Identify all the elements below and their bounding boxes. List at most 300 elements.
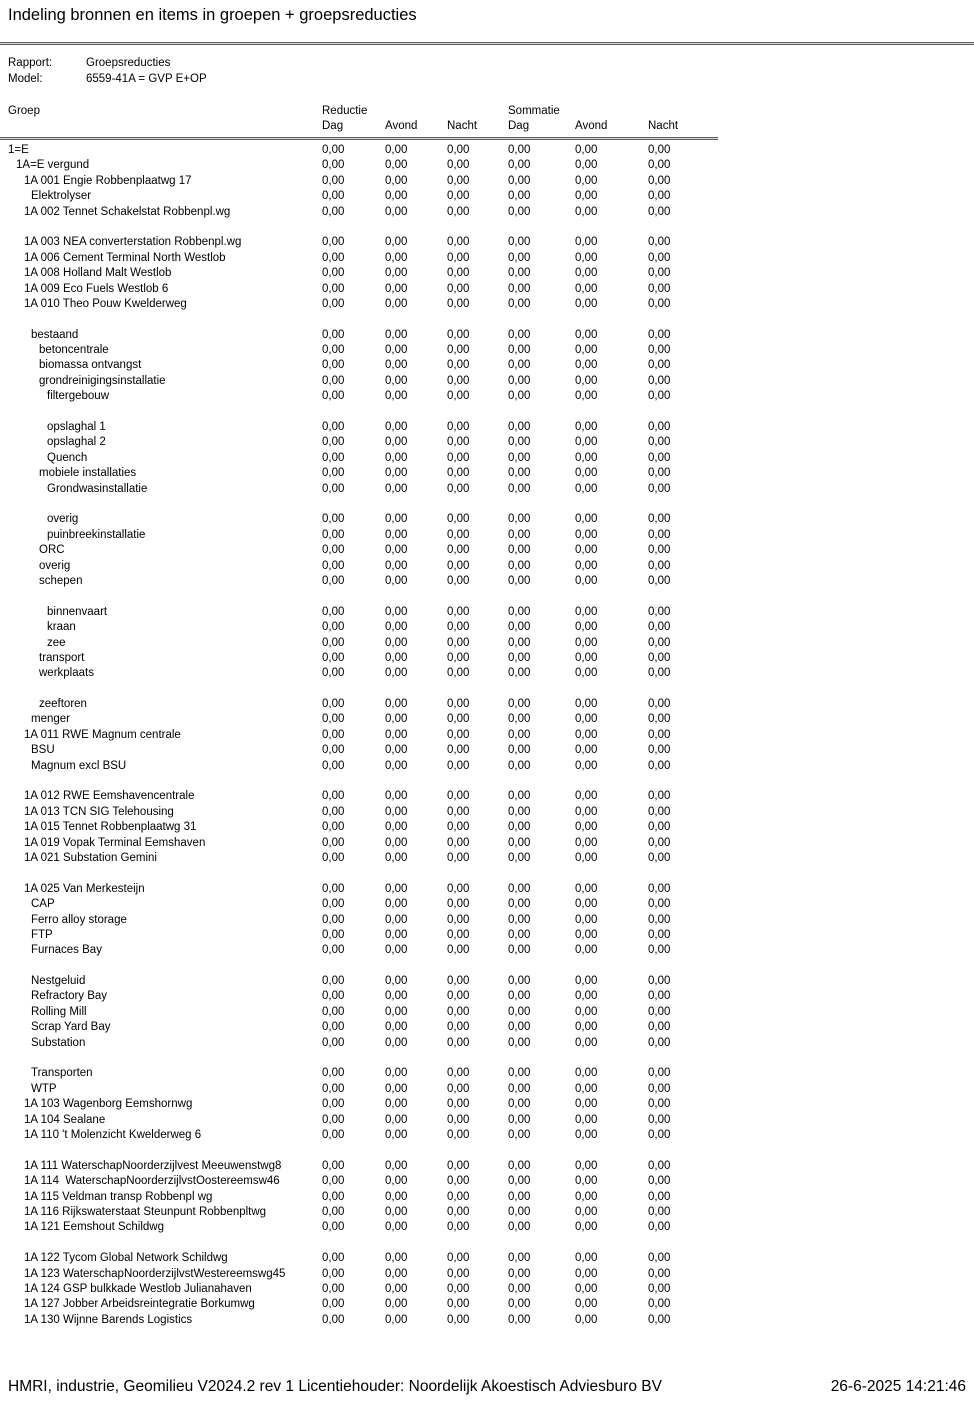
value-cell: 0,00	[508, 728, 531, 741]
value-cell: 0,00	[648, 267, 671, 280]
table-row	[0, 143, 974, 158]
table-row	[0, 174, 974, 189]
spacer-row	[0, 312, 974, 327]
group-label: overig	[47, 513, 79, 526]
value-cell: 0,00	[385, 821, 408, 834]
value-cell: 0,00	[385, 1313, 408, 1326]
group-label: 1=E	[8, 144, 29, 156]
value-cell: 0,00	[322, 667, 345, 680]
value-cell: 0,00	[447, 1021, 470, 1034]
value-cell: 0,00	[508, 467, 531, 480]
table-row	[0, 451, 974, 466]
value-cell: 0,00	[648, 1098, 671, 1111]
value-cell: 0,00	[508, 790, 531, 803]
table-row	[0, 943, 974, 958]
value-cell: 0,00	[447, 1067, 470, 1080]
value-cell: 0,00	[508, 713, 531, 726]
value-cell: 0,00	[385, 159, 408, 172]
group-label: 1A 111 WaterschapNoorderzijlvest Meeuwenstwg8	[24, 1159, 282, 1172]
value-cell: 0,00	[648, 990, 671, 1003]
value-cell: 0,00	[508, 1190, 531, 1203]
group-label: 1A 124 GSP bulkkade Westlob Julianahaven	[24, 1282, 252, 1295]
value-cell: 0,00	[575, 359, 598, 372]
report-meta	[8, 56, 207, 87]
value-cell: 0,00	[447, 1282, 470, 1295]
value-cell: 0,00	[648, 513, 671, 526]
table-row	[0, 620, 974, 635]
value-cell: 0,00	[575, 728, 598, 741]
value-cell: 0,00	[575, 1221, 598, 1234]
table-row	[0, 666, 974, 681]
value-cell: 0,00	[385, 1221, 408, 1234]
group-label: transport	[39, 651, 85, 664]
value-cell: 0,00	[447, 728, 470, 741]
spacer-row	[0, 774, 974, 789]
value-cell: 0,00	[648, 1190, 671, 1203]
table-row	[0, 1174, 974, 1189]
table-row	[0, 974, 974, 989]
value-cell: 0,00	[648, 1129, 671, 1141]
table-row	[0, 1313, 974, 1328]
value-cell: 0,00	[508, 1021, 531, 1034]
rapport-value: Groepsreducties	[86, 57, 171, 69]
table-row	[0, 358, 974, 373]
value-cell: 0,00	[385, 190, 408, 203]
value-cell: 0,00	[575, 667, 598, 680]
value-cell: 0,00	[385, 1267, 408, 1280]
value-cell: 0,00	[447, 1175, 470, 1188]
value-cell: 0,00	[385, 1175, 408, 1188]
value-cell: 0,00	[447, 836, 470, 849]
value-cell: 0,00	[508, 636, 531, 649]
table-row	[0, 836, 974, 851]
group-label: opslaghal 1	[47, 421, 106, 434]
value-cell: 0,00	[447, 344, 470, 357]
column-header-reductie-dag: Dag	[322, 120, 344, 133]
value-cell: 0,00	[322, 805, 345, 818]
group-label: puinbreekinstallatie	[47, 528, 146, 541]
value-cell: 0,00	[648, 1036, 671, 1049]
group-label: FTP	[31, 928, 53, 941]
value-cell: 0,00	[322, 174, 345, 187]
value-cell: 0,00	[648, 559, 671, 572]
table-row	[0, 851, 974, 866]
group-label: 1A 122 Tycom Global Network Schildwg	[24, 1252, 228, 1265]
value-cell: 0,00	[648, 482, 671, 495]
value-cell: 0,00	[508, 251, 531, 264]
table-row	[0, 282, 974, 297]
value-cell: 0,00	[575, 882, 598, 895]
value-cell: 0,00	[385, 574, 408, 587]
value-cell: 0,00	[447, 421, 470, 434]
value-cell: 0,00	[508, 928, 531, 941]
spacer-row	[0, 497, 974, 512]
table-row	[0, 882, 974, 897]
value-cell: 0,00	[447, 1252, 470, 1265]
spacer-row	[0, 1051, 974, 1066]
value-cell: 0,00	[447, 174, 470, 187]
group-label: grondreinigingsinstallatie	[39, 374, 166, 387]
value-cell: 0,00	[508, 805, 531, 818]
value-cell: 0,00	[508, 1282, 531, 1295]
value-cell: 0,00	[322, 282, 345, 295]
value-cell: 0,00	[508, 944, 531, 957]
table-row	[0, 1159, 974, 1174]
spacer-row	[0, 866, 974, 881]
value-cell: 0,00	[385, 374, 408, 387]
group-label: 1A 130 Wijnne Barends Logistics	[24, 1313, 193, 1326]
value-cell: 0,00	[385, 975, 408, 988]
group-label: 1A 008 Holland Malt Westlob	[24, 267, 172, 280]
value-cell: 0,00	[508, 1175, 531, 1188]
value-cell: 0,00	[508, 836, 531, 849]
value-cell: 0,00	[575, 805, 598, 818]
value-cell: 0,00	[648, 1282, 671, 1295]
value-cell: 0,00	[385, 390, 408, 403]
group-label: 1A 011 RWE Magnum centrale	[24, 728, 181, 741]
value-cell: 0,00	[508, 1113, 531, 1126]
value-cell: 0,00	[385, 559, 408, 572]
value-cell: 0,00	[508, 1267, 531, 1280]
value-cell: 0,00	[322, 344, 345, 357]
value-cell: 0,00	[447, 990, 470, 1003]
value-cell: 0,00	[447, 282, 470, 295]
group-label: Transporten	[31, 1067, 93, 1080]
value-cell: 0,00	[648, 1252, 671, 1265]
value-cell: 0,00	[322, 1190, 345, 1203]
group-label: 1A 013 TCN SIG Telehousing	[24, 805, 174, 818]
value-cell: 0,00	[508, 882, 531, 895]
footer-license-text: HMRI, industrie, Geomilieu V2024.2 rev 1 Licentiehouder: Noordelijk Akoestisch Adviesburo BV	[8, 1378, 662, 1395]
value-cell: 0,00	[385, 728, 408, 741]
value-cell: 0,00	[385, 928, 408, 941]
value-cell: 0,00	[447, 390, 470, 403]
table-row	[0, 158, 974, 173]
value-cell: 0,00	[447, 1205, 470, 1218]
group-label: Scrap Yard Bay	[31, 1021, 111, 1034]
column-group-reductie: Reductie	[322, 105, 368, 117]
value-cell: 0,00	[322, 359, 345, 372]
column-header-sommatie-dag: Dag	[508, 120, 530, 133]
group-label: 1A 115 Veldman transp Robbenpl wg	[24, 1190, 213, 1203]
value-cell: 0,00	[575, 528, 598, 541]
value-cell: 0,00	[648, 975, 671, 988]
value-cell: 0,00	[648, 1298, 671, 1311]
value-cell: 0,00	[385, 1036, 408, 1049]
value-cell: 0,00	[575, 159, 598, 172]
value-cell: 0,00	[385, 359, 408, 372]
value-cell: 0,00	[508, 205, 531, 218]
table-row	[0, 1267, 974, 1282]
value-cell: 0,00	[648, 467, 671, 480]
value-cell: 0,00	[648, 713, 671, 726]
value-cell: 0,00	[575, 898, 598, 911]
value-cell: 0,00	[447, 805, 470, 818]
table-row	[0, 528, 974, 543]
table-row	[0, 512, 974, 527]
table-row	[0, 482, 974, 497]
table-row	[0, 1190, 974, 1205]
value-cell: 0,00	[575, 1190, 598, 1203]
value-cell: 0,00	[508, 1205, 531, 1218]
value-cell: 0,00	[648, 805, 671, 818]
value-cell: 0,00	[385, 1005, 408, 1018]
value-cell: 0,00	[385, 482, 408, 495]
value-cell: 0,00	[322, 390, 345, 403]
value-cell: 0,00	[575, 759, 598, 772]
value-cell: 0,00	[447, 144, 470, 156]
group-label: werkplaats	[39, 667, 94, 680]
value-cell: 0,00	[648, 836, 671, 849]
group-label: Grondwasinstallatie	[47, 482, 148, 495]
value-cell: 0,00	[385, 467, 408, 480]
value-cell: 0,00	[322, 159, 345, 172]
group-label: 1A 127 Jobber Arbeidsreintegratie Borkumwg	[24, 1298, 255, 1311]
meta-model	[8, 72, 207, 88]
value-cell: 0,00	[322, 528, 345, 541]
value-cell: 0,00	[322, 1036, 345, 1049]
value-cell: 0,00	[575, 344, 598, 357]
value-cell: 0,00	[508, 390, 531, 403]
title-divider	[0, 42, 974, 45]
table-row	[0, 743, 974, 758]
table-row	[0, 805, 974, 820]
table-row	[0, 343, 974, 358]
group-label: 1A 001 Engie Robbenplaatwg 17	[24, 174, 192, 187]
value-cell: 0,00	[447, 928, 470, 941]
value-cell: 0,00	[385, 1298, 408, 1311]
value-cell: 0,00	[447, 713, 470, 726]
value-cell: 0,00	[447, 898, 470, 911]
value-cell: 0,00	[575, 267, 598, 280]
spacer-row	[0, 1236, 974, 1251]
value-cell: 0,00	[648, 1067, 671, 1080]
value-cell: 0,00	[322, 251, 345, 264]
value-cell: 0,00	[508, 605, 531, 618]
group-label: 1A 006 Cement Terminal North Westlob	[24, 251, 226, 264]
value-cell: 0,00	[385, 636, 408, 649]
value-cell: 0,00	[447, 605, 470, 618]
value-cell: 0,00	[385, 851, 408, 864]
value-cell: 0,00	[447, 667, 470, 680]
value-cell: 0,00	[385, 267, 408, 280]
value-cell: 0,00	[447, 513, 470, 526]
value-cell: 0,00	[508, 436, 531, 449]
header-divider	[0, 137, 718, 140]
table-row	[0, 1113, 974, 1128]
value-cell: 0,00	[322, 544, 345, 557]
group-label: 1A 002 Tennet Schakelstat Robbenpl.wg	[24, 205, 231, 218]
value-cell: 0,00	[385, 990, 408, 1003]
value-cell: 0,00	[508, 174, 531, 187]
value-cell: 0,00	[385, 744, 408, 757]
value-cell: 0,00	[648, 359, 671, 372]
value-cell: 0,00	[575, 836, 598, 849]
value-cell: 0,00	[508, 975, 531, 988]
value-cell: 0,00	[385, 236, 408, 249]
value-cell: 0,00	[322, 898, 345, 911]
value-cell: 0,00	[575, 990, 598, 1003]
value-cell: 0,00	[447, 975, 470, 988]
value-cell: 0,00	[508, 144, 531, 156]
value-cell: 0,00	[508, 344, 531, 357]
value-cell: 0,00	[648, 344, 671, 357]
value-cell: 0,00	[575, 190, 598, 203]
value-cell: 0,00	[322, 744, 345, 757]
value-cell: 0,00	[508, 159, 531, 172]
spacer-row	[0, 1143, 974, 1158]
value-cell: 0,00	[322, 1221, 345, 1234]
value-cell: 0,00	[575, 636, 598, 649]
value-cell: 0,00	[322, 728, 345, 741]
value-cell: 0,00	[508, 1221, 531, 1234]
value-cell: 0,00	[575, 251, 598, 264]
value-cell: 0,00	[447, 528, 470, 541]
group-label: biomassa ontvangst	[39, 359, 142, 372]
value-cell: 0,00	[385, 836, 408, 849]
column-group-sommatie: Sommatie	[508, 105, 560, 117]
value-cell: 0,00	[322, 1175, 345, 1188]
value-cell: 0,00	[575, 421, 598, 434]
value-cell: 0,00	[648, 190, 671, 203]
value-cell: 0,00	[575, 928, 598, 941]
value-cell: 0,00	[322, 421, 345, 434]
value-cell: 0,00	[508, 1159, 531, 1172]
value-cell: 0,00	[447, 297, 470, 310]
table-row	[0, 1097, 974, 1112]
value-cell: 0,00	[575, 651, 598, 664]
value-cell: 0,00	[322, 851, 345, 864]
value-cell: 0,00	[508, 267, 531, 280]
table-row	[0, 897, 974, 912]
value-cell: 0,00	[385, 898, 408, 911]
value-cell: 0,00	[322, 1021, 345, 1034]
value-cell: 0,00	[508, 990, 531, 1003]
value-cell: 0,00	[508, 421, 531, 434]
value-cell: 0,00	[508, 1005, 531, 1018]
spacer-row	[0, 682, 974, 697]
value-cell: 0,00	[385, 1190, 408, 1203]
value-cell: 0,00	[322, 836, 345, 849]
value-cell: 0,00	[322, 1205, 345, 1218]
value-cell: 0,00	[508, 544, 531, 557]
value-cell: 0,00	[447, 1313, 470, 1326]
group-label: bestaand	[31, 328, 79, 341]
value-cell: 0,00	[447, 467, 470, 480]
value-cell: 0,00	[385, 1067, 408, 1080]
value-cell: 0,00	[322, 975, 345, 988]
spacer-row	[0, 220, 974, 235]
value-cell: 0,00	[385, 944, 408, 957]
value-cell: 0,00	[322, 1282, 345, 1295]
value-cell: 0,00	[385, 1252, 408, 1265]
value-cell: 0,00	[447, 1159, 470, 1172]
group-label: 1A=E vergund	[16, 159, 90, 172]
value-cell: 0,00	[447, 790, 470, 803]
value-cell: 0,00	[322, 944, 345, 957]
value-cell: 0,00	[648, 1175, 671, 1188]
value-cell: 0,00	[575, 574, 598, 587]
value-cell: 0,00	[447, 636, 470, 649]
value-cell: 0,00	[575, 821, 598, 834]
value-cell: 0,00	[575, 790, 598, 803]
footer-timestamp: 26-6-2025 14:21:46	[830, 1378, 966, 1395]
table-row	[0, 297, 974, 312]
value-cell: 0,00	[575, 1129, 598, 1141]
table-row	[0, 328, 974, 343]
value-cell: 0,00	[575, 374, 598, 387]
group-label: Quench	[47, 451, 88, 464]
value-cell: 0,00	[385, 528, 408, 541]
value-cell: 0,00	[648, 728, 671, 741]
value-cell: 0,00	[447, 882, 470, 895]
table-row	[0, 435, 974, 450]
value-cell: 0,00	[575, 944, 598, 957]
value-cell: 0,00	[385, 1129, 408, 1141]
group-label: Ferro alloy storage	[31, 913, 127, 926]
value-cell: 0,00	[575, 451, 598, 464]
group-label: 1A 104 Sealane	[24, 1113, 106, 1126]
value-cell: 0,00	[447, 1082, 470, 1095]
group-label: menger	[31, 713, 70, 726]
value-cell: 0,00	[322, 636, 345, 649]
value-cell: 0,00	[575, 1159, 598, 1172]
group-label: 1A 103 Wagenborg Eemshornwg	[24, 1098, 193, 1111]
value-cell: 0,00	[508, 297, 531, 310]
value-cell: 0,00	[385, 344, 408, 357]
value-cell: 0,00	[322, 205, 345, 218]
value-cell: 0,00	[575, 1252, 598, 1265]
value-cell: 0,00	[508, 1129, 531, 1141]
value-cell: 0,00	[322, 436, 345, 449]
value-cell: 0,00	[385, 144, 408, 156]
value-cell: 0,00	[385, 759, 408, 772]
value-cell: 0,00	[447, 1005, 470, 1018]
value-cell: 0,00	[385, 621, 408, 634]
value-cell: 0,00	[322, 190, 345, 203]
value-cell: 0,00	[648, 913, 671, 926]
group-label: 1A 116 Rijkswaterstaat Steunpunt Robbenpltwg	[24, 1205, 267, 1218]
value-cell: 0,00	[648, 282, 671, 295]
value-cell: 0,00	[648, 436, 671, 449]
group-label: BSU	[31, 744, 55, 757]
value-cell: 0,00	[385, 651, 408, 664]
model-value: 6559-41A = GVP E+OP	[86, 72, 207, 85]
page-title: Indeling bronnen en items in groepen + groepsreducties	[8, 6, 417, 24]
value-cell: 0,00	[385, 251, 408, 264]
value-cell: 0,00	[322, 882, 345, 895]
value-cell: 0,00	[575, 1282, 598, 1295]
group-label: 1A 123 WaterschapNoorderzijlvstWestereemswg45	[24, 1267, 286, 1280]
value-cell: 0,00	[385, 1098, 408, 1111]
group-label: 1A 010 Theo Pouw Kwelderweg	[24, 297, 187, 310]
value-cell: 0,00	[575, 282, 598, 295]
column-header-reductie-nacht: Nacht	[447, 120, 478, 133]
value-cell: 0,00	[385, 667, 408, 680]
value-cell: 0,00	[385, 805, 408, 818]
value-cell: 0,00	[322, 713, 345, 726]
value-cell: 0,00	[322, 374, 345, 387]
value-cell: 0,00	[575, 1067, 598, 1080]
value-cell: 0,00	[508, 667, 531, 680]
value-cell: 0,00	[648, 574, 671, 587]
value-cell: 0,00	[385, 544, 408, 557]
value-cell: 0,00	[447, 1267, 470, 1280]
value-cell: 0,00	[508, 190, 531, 203]
value-cell: 0,00	[508, 282, 531, 295]
value-cell: 0,00	[648, 1267, 671, 1280]
value-cell: 0,00	[648, 251, 671, 264]
